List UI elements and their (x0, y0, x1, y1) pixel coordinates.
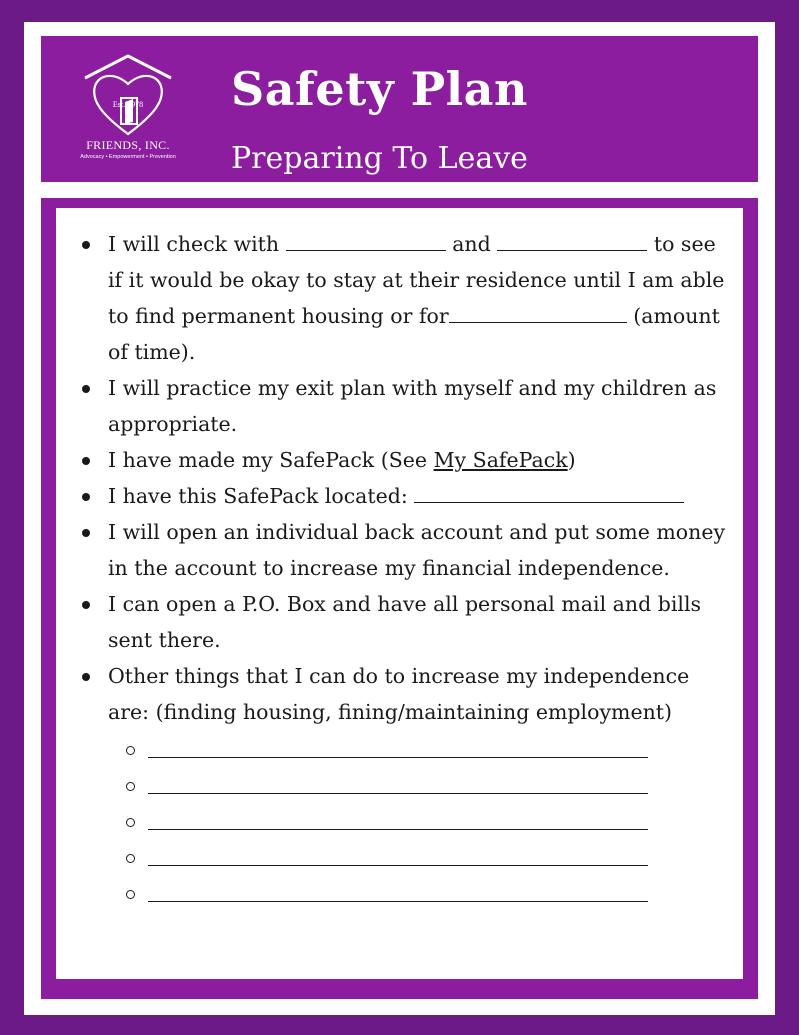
blank-line-item (108, 804, 736, 840)
page-title: Safety Plan (231, 62, 528, 116)
logo-established: Est. 1978 (112, 100, 144, 109)
fill-in-line[interactable] (148, 865, 648, 866)
item-text: Other things that I can do to increase my independence are: (finding housing, fining/maintaining employment) (108, 664, 690, 724)
bullet-icon (82, 601, 90, 609)
item-text: I will check with (108, 232, 280, 256)
bullet-icon (82, 385, 90, 393)
my-safepack-link[interactable]: My SafePack (433, 448, 568, 472)
blank-lines-list (108, 732, 736, 912)
circle-bullet-icon (126, 782, 135, 791)
list-item (76, 226, 736, 370)
item-text: I have this SafePack located: (108, 484, 408, 508)
item-text: I will open an individual back account and put some money in the account to increase my financial independence. (108, 520, 726, 580)
fill-in-blank[interactable] (414, 481, 684, 503)
fill-in-line[interactable] (148, 757, 648, 758)
bullet-icon (82, 457, 90, 465)
fill-in-line[interactable] (148, 901, 648, 902)
bullet-icon (82, 241, 90, 249)
item-text: I can open a P.O. Box and have all personal mail and bills sent there. (108, 592, 702, 652)
logo-name: FRIENDS, INC. (86, 138, 170, 152)
list-item (76, 514, 736, 586)
worksheet-page (24, 22, 775, 1015)
circle-bullet-icon (126, 746, 135, 755)
blank-line-item (108, 732, 736, 768)
blank-line-item (108, 768, 736, 804)
circle-bullet-icon (126, 854, 135, 863)
item-text: and (452, 232, 491, 256)
bullet-icon (82, 493, 90, 501)
circle-bullet-icon (126, 818, 135, 827)
bullet-icon (82, 673, 90, 681)
list-item (76, 586, 736, 658)
content-panel (56, 208, 743, 979)
header-banner (41, 36, 758, 182)
blank-line-item (108, 840, 736, 876)
blank-line-item (108, 876, 736, 912)
item-text: (amount of time). (108, 304, 720, 364)
fill-in-blank[interactable] (286, 229, 446, 251)
fill-in-blank[interactable] (497, 229, 647, 251)
list-item (76, 478, 736, 514)
page-subtitle: Preparing To Leave (231, 141, 528, 176)
list-item (76, 658, 736, 912)
list-item (76, 370, 736, 442)
logo (73, 52, 183, 168)
fill-in-line[interactable] (148, 829, 648, 830)
fill-in-line[interactable] (148, 793, 648, 794)
list-item (76, 442, 736, 478)
item-text: I have made my SafePack (See (108, 448, 434, 472)
item-text: ) (567, 448, 576, 472)
checklist (76, 226, 736, 912)
bullet-icon (82, 529, 90, 537)
content-frame (41, 198, 758, 999)
logo-tagline: Advocacy • Empowerment • Prevention (80, 154, 176, 160)
circle-bullet-icon (126, 890, 135, 899)
item-text: to see if it would be okay to stay at their residence until I am able to find permanent housing or for (108, 232, 725, 328)
item-text: I will practice my exit plan with myself and my children as appropriate. (108, 376, 717, 436)
fill-in-blank[interactable] (449, 301, 627, 323)
heart-house-icon (81, 52, 175, 138)
